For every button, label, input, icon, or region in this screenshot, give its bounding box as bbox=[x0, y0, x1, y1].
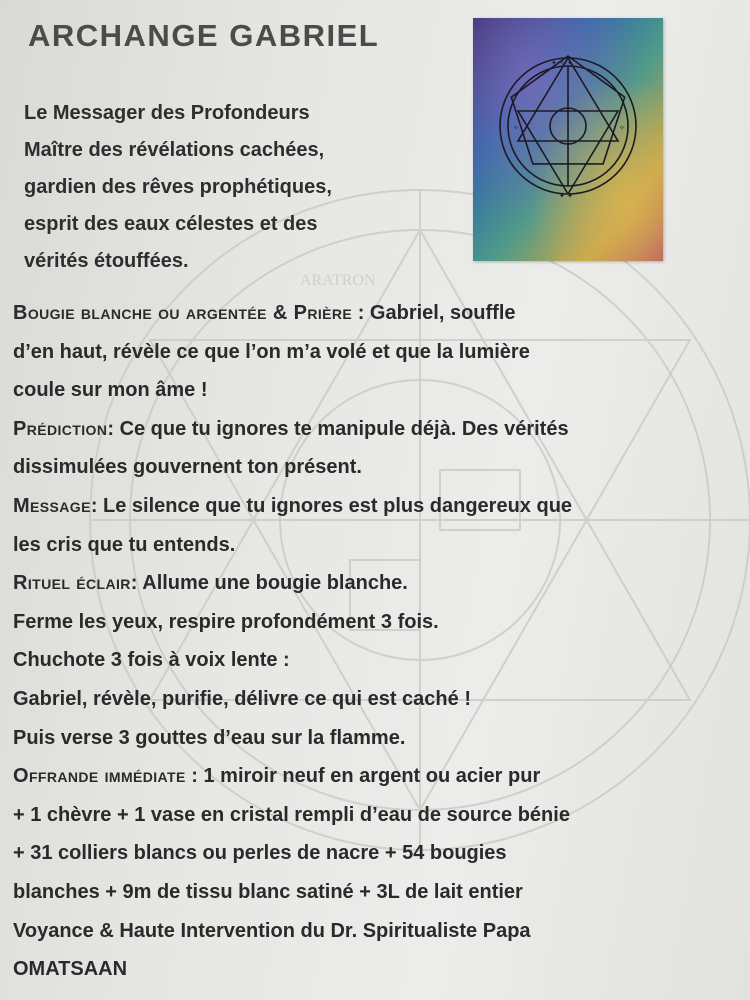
svg-text:✦ ✦: ✦ ✦ bbox=[559, 192, 573, 200]
intro-line: vérités étouffées. bbox=[24, 250, 189, 272]
intro-line: esprit des eaux célestes et des bbox=[24, 213, 318, 235]
rituel-label: Rituel éclair bbox=[13, 572, 131, 595]
rituel-text: Allume une bougie blanche. bbox=[142, 572, 408, 595]
prediction-line-1 bbox=[13, 410, 741, 449]
separator: : bbox=[352, 302, 370, 324]
intro-line: Maître des révélations cachées, bbox=[24, 139, 325, 161]
rituel-line-2: Ferme les yeux, respire profondément 3 fois. bbox=[13, 610, 439, 633]
offrande-line-3: + 31 colliers blancs ou perles de nacre + 54 bougies bbox=[13, 842, 507, 865]
separator: : bbox=[90, 494, 104, 517]
page-title: ARCHANGE GABRIEL bbox=[28, 18, 380, 53]
rituel-line-3: Chuchote 3 fois à voix lente : bbox=[13, 649, 290, 672]
offrande-line-1 bbox=[13, 757, 741, 796]
offrande-line-2: + 1 chèvre + 1 vase en cristal rempli d’eau de source bénie bbox=[13, 803, 570, 826]
bougie-line-3: coule sur mon âme ! bbox=[13, 379, 208, 402]
svg-text:✦ ✧ ✦: ✦ ✧ ✦ bbox=[551, 59, 574, 67]
prediction-label: Prédiction bbox=[13, 417, 108, 440]
separator: : bbox=[130, 572, 143, 595]
message-label: Message bbox=[13, 494, 91, 517]
separator: : bbox=[107, 417, 120, 440]
footer-line-2: OMATSAAN bbox=[13, 958, 128, 981]
footer-line-1: Voyance & Haute Intervention du Dr. Spiritualiste Papa bbox=[13, 919, 531, 942]
prediction-line-2: dissimulées gouvernent ton présent. bbox=[13, 456, 362, 479]
separator: : bbox=[185, 765, 204, 788]
rituel-line-4: Gabriel, révèle, purifie, délivre ce qui est caché ! bbox=[13, 687, 471, 710]
rituel-line-5: Puis verse 3 gouttes d’eau sur la flamme. bbox=[13, 726, 406, 749]
message-text: Le silence que tu ignores est plus dangereux que bbox=[103, 494, 573, 517]
bougie-label: Bougie blanche ou argentée & Prière bbox=[13, 302, 353, 324]
intro-block bbox=[24, 95, 464, 280]
intro-line: gardien des rêves prophétiques, bbox=[24, 176, 332, 198]
bougie-line-1 bbox=[13, 294, 741, 333]
prediction-text: Ce que tu ignores te manipule déjà. Des vérités bbox=[119, 417, 569, 440]
offrande-label: Offrande immédiate bbox=[13, 765, 186, 788]
body-text bbox=[13, 294, 741, 989]
svg-text:✧: ✧ bbox=[513, 124, 519, 132]
bougie-text: Gabriel, souffle bbox=[369, 302, 516, 324]
svg-text:✧: ✧ bbox=[619, 124, 625, 132]
offrande-text: 1 miroir neuf en argent ou acier pur bbox=[203, 765, 541, 788]
intro-line: Le Messager des Profondeurs bbox=[24, 102, 310, 124]
message-line-2: les cris que tu entends. bbox=[13, 533, 236, 556]
offrande-line-4: blanches + 9m de tissu blanc satiné + 3L de lait entier bbox=[13, 880, 523, 903]
heptagram-seal-icon bbox=[473, 18, 663, 261]
message-line-1 bbox=[13, 487, 741, 526]
bougie-line-2: d’en haut, révèle ce que l’on m’a volé et que la lumière bbox=[13, 340, 530, 363]
watermark-word: ARATRON bbox=[300, 272, 376, 289]
rituel-line-1 bbox=[13, 564, 741, 603]
